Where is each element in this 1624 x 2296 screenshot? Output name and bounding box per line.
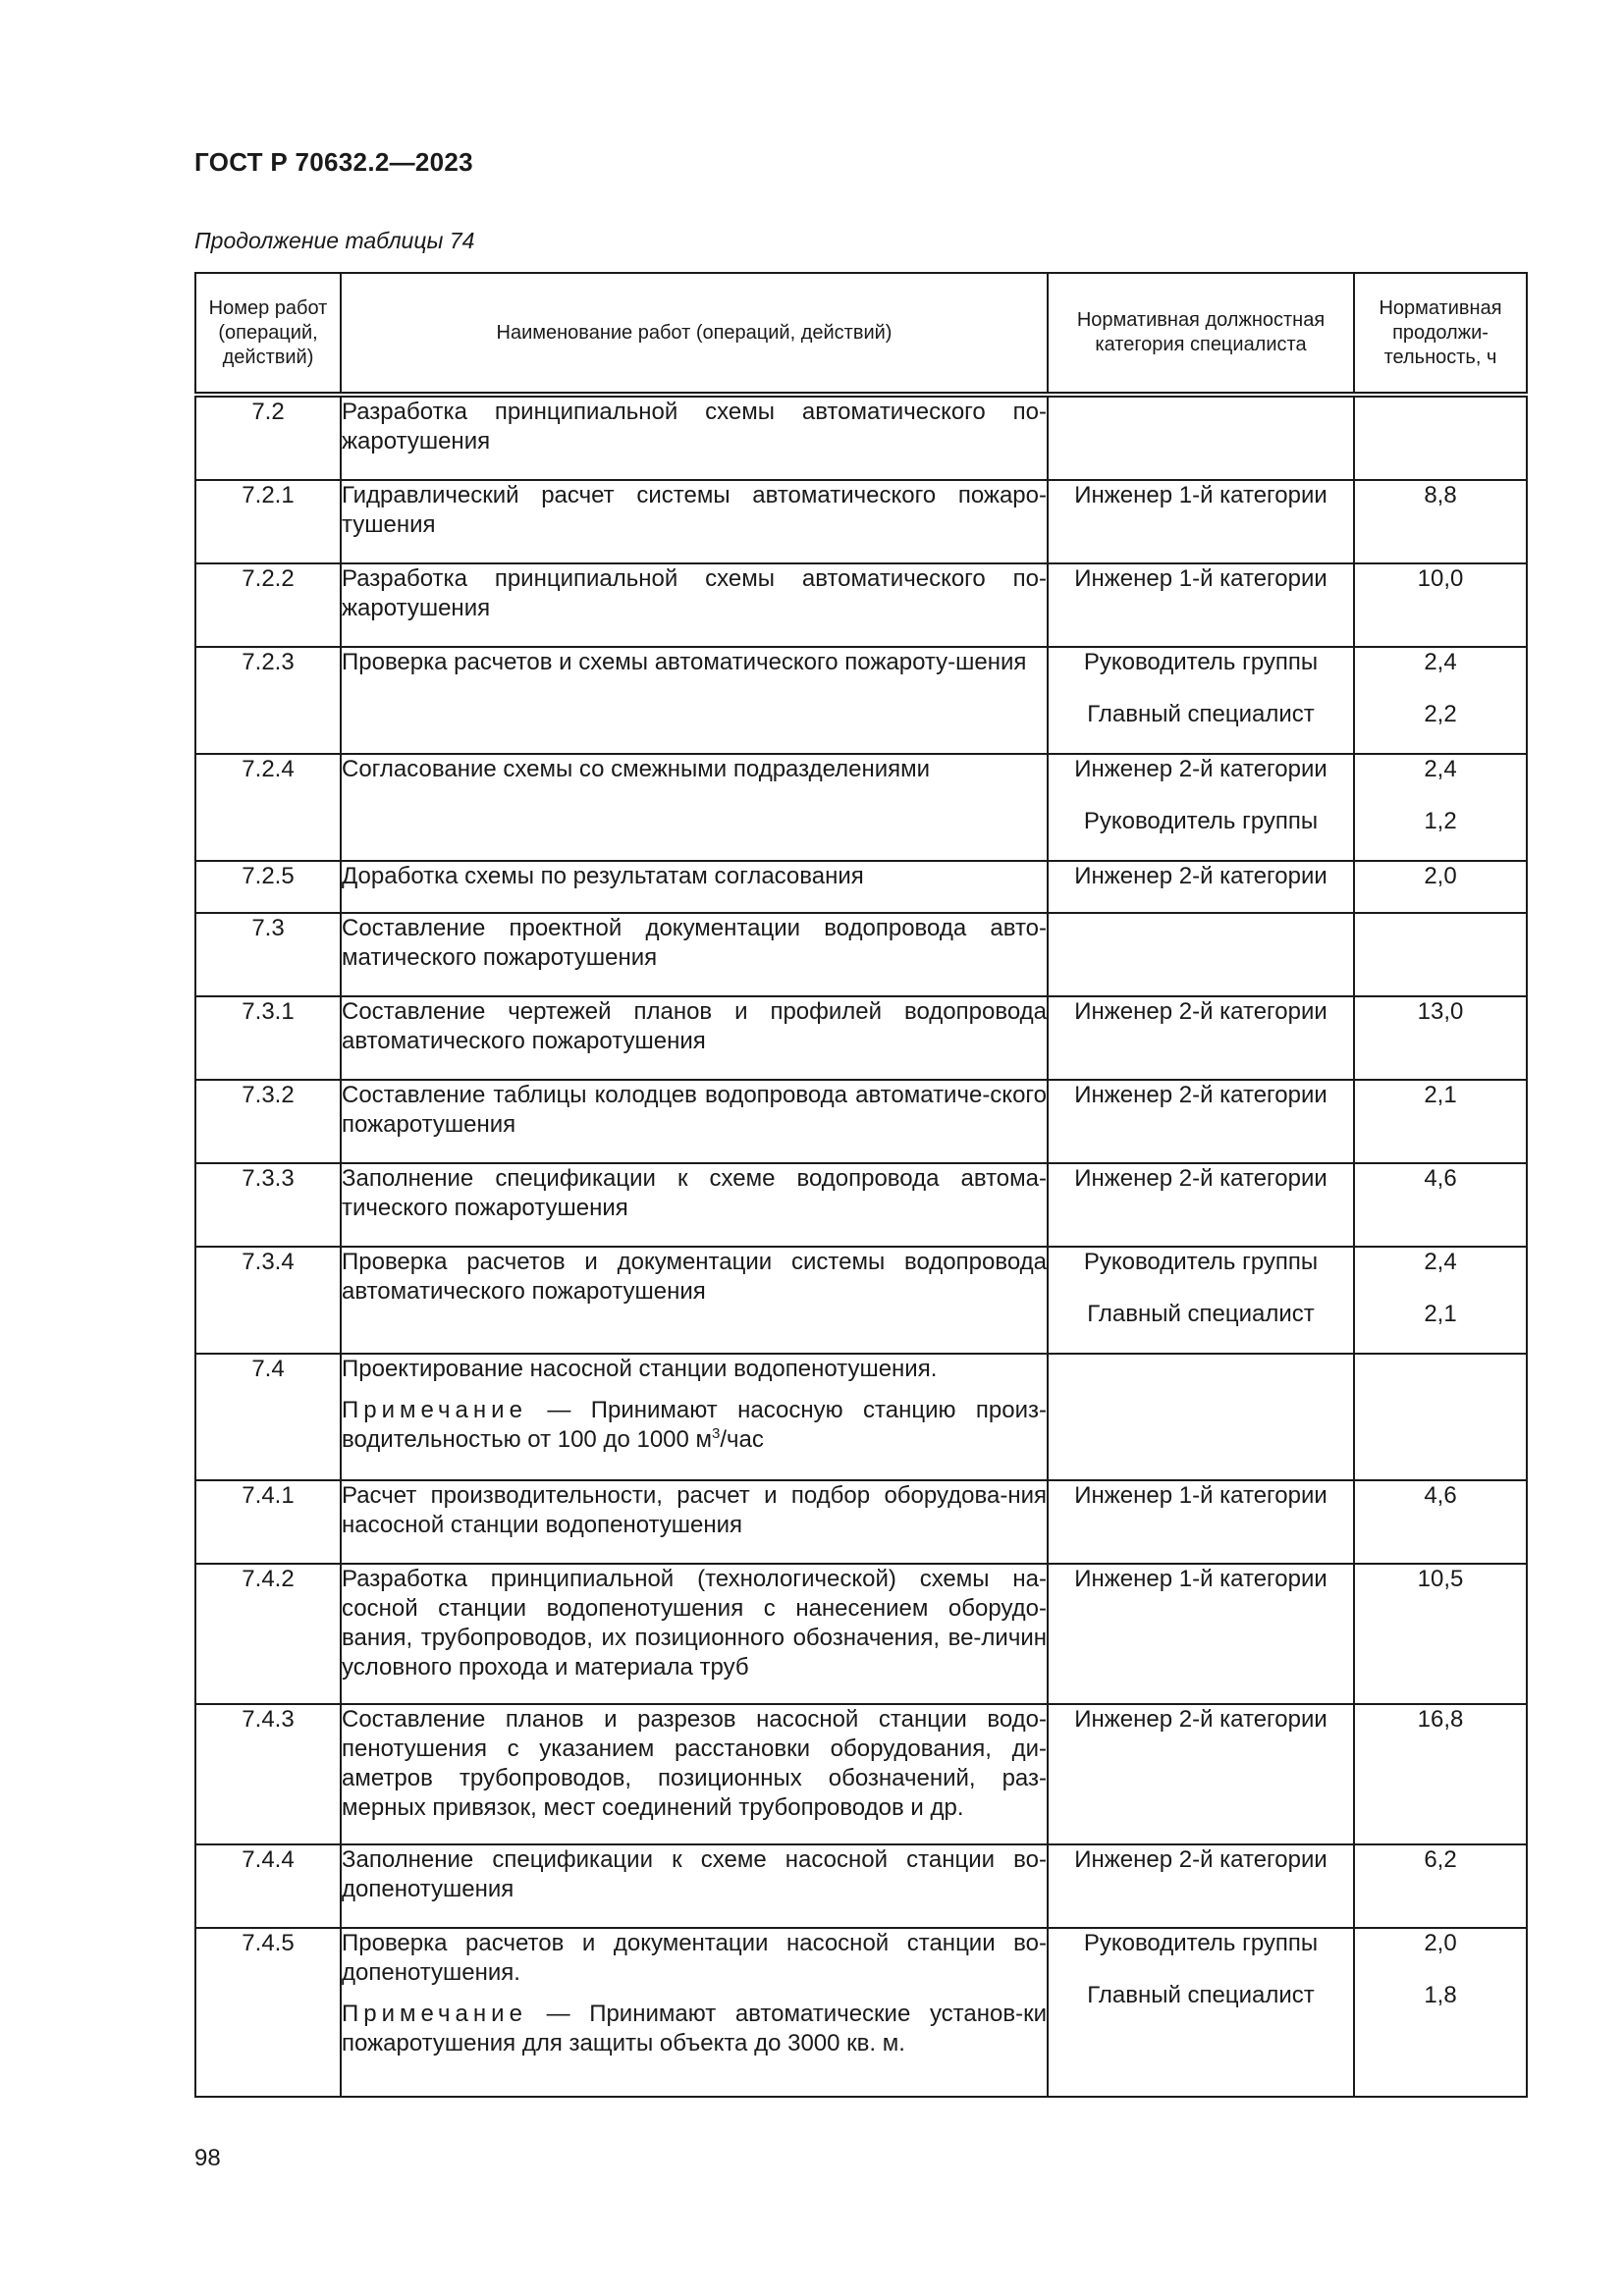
specialist-category [1048, 1704, 1354, 1844]
duration [1354, 913, 1527, 996]
specialist-category [1048, 647, 1354, 754]
duration-value: 2,4 [1424, 649, 1457, 675]
work-norms-table [194, 272, 1528, 2098]
work-number: 7.4.1 [195, 1480, 341, 1564]
work-name-text: Проектирование насосной станции водопенотушения. [342, 1356, 938, 1382]
category-value: Руководитель группы [1083, 808, 1319, 834]
table-header-row [195, 273, 1527, 395]
duration [1354, 1704, 1527, 1844]
work-number: 7.4.3 [195, 1704, 341, 1844]
table-continuation-caption: Продолжение таблицы 74 [194, 228, 475, 253]
work-number: 7.2.1 [195, 480, 341, 563]
category-value: Руководитель группы [1083, 1249, 1319, 1275]
category-value: Инженер 2-й категории [1074, 1706, 1327, 1733]
duration-value: 13,0 [1417, 998, 1464, 1025]
table-row [195, 1163, 1527, 1247]
duration-value: 1,2 [1424, 808, 1457, 834]
note-superscript: 3 [712, 1425, 721, 1442]
specialist-category [1048, 1928, 1354, 2097]
work-name: Заполнение спецификации к схеме насосной станции во-допенотушения [341, 1844, 1048, 1928]
category-value: Инженер 2-й категории [1074, 1165, 1327, 1192]
work-number: 7.2 [195, 395, 341, 480]
header-work-number: Номер работ (операций, действий) [195, 273, 341, 395]
work-name [341, 1928, 1048, 2097]
work-name: Проверка расчетов и схемы автоматического пожароту-шения [341, 647, 1048, 754]
work-number: 7.3.2 [195, 1080, 341, 1163]
work-name: Проверка расчетов и документации системы водопровода автоматического пожаротушения [341, 1247, 1048, 1354]
work-number: 7.4.2 [195, 1564, 341, 1704]
duration [1354, 647, 1527, 754]
table-row [195, 1564, 1527, 1704]
duration-value: 10,5 [1417, 1566, 1464, 1592]
work-number: 7.4.4 [195, 1844, 341, 1928]
work-name: Составление таблицы колодцев водопровода автоматиче-ского пожаротушения [341, 1080, 1048, 1163]
duration-value: 2,1 [1424, 1082, 1457, 1108]
table-row [195, 480, 1527, 563]
note-text: — Принимают насосную станцию произ-водительностью от 100 до 1000 м [342, 1397, 1047, 1453]
note-label: Примечание [342, 1397, 527, 1423]
duration-value: 2,4 [1424, 1249, 1457, 1275]
work-name: Разработка принципиальной (технологической) схемы на-сосной станции водопенотушения с нанесением оборудо-вания, трубопроводов, их позиционного обозначения, ве-личин условного прохода и материала труб [341, 1564, 1048, 1704]
duration-value: 2,0 [1424, 1930, 1457, 1956]
category-value: Инженер 2-й категории [1074, 998, 1327, 1025]
work-number: 7.3.4 [195, 1247, 341, 1354]
specialist-category [1048, 861, 1354, 913]
duration-value: 8,8 [1424, 482, 1457, 508]
duration [1354, 1564, 1527, 1704]
work-name: Разработка принципиальной схемы автоматического по-жаротушения [341, 395, 1048, 480]
category-value: Главный специалист [1087, 701, 1315, 727]
work-number: 7.4.5 [195, 1928, 341, 2097]
duration-value: 2,1 [1424, 1301, 1457, 1327]
table-row [195, 647, 1527, 754]
duration-value: 1,8 [1424, 1982, 1457, 2008]
note-tail: /час [720, 1426, 764, 1453]
duration [1354, 480, 1527, 563]
specialist-category [1048, 1844, 1354, 1928]
category-value: Инженер 1-й категории [1074, 1482, 1327, 1509]
table-row [195, 1480, 1527, 1564]
category-value: Инженер 2-й категории [1074, 1082, 1327, 1108]
duration [1354, 1163, 1527, 1247]
duration [1354, 861, 1527, 913]
note [342, 1396, 1047, 1455]
specialist-category [1048, 913, 1354, 996]
category-value: Главный специалист [1087, 1982, 1315, 2008]
work-name: Составление проектной документации водопровода авто-матического пожаротушения [341, 913, 1048, 996]
work-number: 7.3 [195, 913, 341, 996]
table-row [195, 1704, 1527, 1844]
specialist-category [1048, 480, 1354, 563]
duration [1354, 563, 1527, 647]
specialist-category [1048, 1080, 1354, 1163]
duration-value: 16,8 [1417, 1706, 1464, 1733]
work-name: Доработка схемы по результатам согласования [341, 861, 1048, 913]
work-number: 7.2.3 [195, 647, 341, 754]
table-row [195, 913, 1527, 996]
category-value: Инженер 1-й категории [1074, 565, 1327, 592]
table-row [195, 1354, 1527, 1480]
header-specialist-category: Нормативная должностная категория специалиста [1048, 273, 1354, 395]
table-row [195, 754, 1527, 861]
work-number: 7.2.5 [195, 861, 341, 913]
work-number: 7.2.4 [195, 754, 341, 861]
note-label: Примечание [342, 2001, 527, 2027]
duration [1354, 1480, 1527, 1564]
duration [1354, 1080, 1527, 1163]
category-value: Инженер 2-й категории [1074, 1846, 1327, 1873]
duration [1354, 1928, 1527, 2097]
specialist-category [1048, 1163, 1354, 1247]
specialist-category [1048, 1247, 1354, 1354]
duration [1354, 1354, 1527, 1480]
work-number: 7.4 [195, 1354, 341, 1480]
table-row [195, 1928, 1527, 2097]
note [342, 2000, 1047, 2058]
document-code: ГОСТ Р 70632.2—2023 [194, 147, 473, 177]
header-duration: Нормативная продолжи-тельность, ч [1354, 273, 1527, 395]
duration [1354, 395, 1527, 480]
specialist-category [1048, 1480, 1354, 1564]
category-value: Инженер 2-й категории [1074, 756, 1327, 782]
work-name [341, 1354, 1048, 1480]
duration-value: 2,2 [1424, 701, 1457, 727]
table-row [195, 395, 1527, 480]
duration-value: 4,6 [1424, 1482, 1457, 1509]
work-name: Гидравлический расчет системы автоматического пожаро-тушения [341, 480, 1048, 563]
work-number: 7.3.1 [195, 996, 341, 1080]
work-number: 7.3.3 [195, 1163, 341, 1247]
duration [1354, 996, 1527, 1080]
work-number: 7.2.2 [195, 563, 341, 647]
specialist-category [1048, 395, 1354, 480]
table-row [195, 563, 1527, 647]
duration [1354, 1844, 1527, 1928]
category-value: Инженер 2-й категории [1074, 863, 1327, 889]
category-value: Инженер 1-й категории [1074, 482, 1327, 508]
work-name: Согласование схемы со смежными подразделениями [341, 754, 1048, 861]
duration-value: 2,4 [1424, 756, 1457, 782]
work-name-text: Проверка расчетов и документации насосной станции во-допенотушения. [342, 1930, 1047, 1986]
table-row [195, 996, 1527, 1080]
duration-value: 2,0 [1424, 863, 1457, 889]
work-name: Составление планов и разрезов насосной станции водо-пенотушения с указанием расстановки оборудования, ди-аметров трубопроводов, позиционных обозначений, раз-мерных привязок, мест соединений трубопроводов и др. [341, 1704, 1048, 1844]
work-name: Составление чертежей планов и профилей водопровода автоматического пожаротушения [341, 996, 1048, 1080]
duration-value: 4,6 [1424, 1165, 1457, 1192]
work-name: Расчет производительности, расчет и подбор оборудова-ния насосной станции водопенотушения [341, 1480, 1048, 1564]
category-value: Руководитель группы [1083, 649, 1319, 675]
specialist-category [1048, 563, 1354, 647]
table-row [195, 1247, 1527, 1354]
duration [1354, 754, 1527, 861]
note-text: — Принимают автоматические установ-ки пожаротушения для защиты объекта до 3000 кв. м. [342, 2001, 1047, 2056]
duration-value: 6,2 [1424, 1846, 1457, 1873]
specialist-category [1048, 1354, 1354, 1480]
category-value: Главный специалист [1087, 1301, 1315, 1327]
duration-value: 10,0 [1417, 565, 1464, 592]
specialist-category [1048, 754, 1354, 861]
header-work-name: Наименование работ (операций, действий) [341, 273, 1048, 395]
category-value: Инженер 1-й категории [1074, 1566, 1327, 1592]
work-name: Разработка принципиальной схемы автоматического по-жаротушения [341, 563, 1048, 647]
work-name: Заполнение спецификации к схеме водопровода автома-тического пожаротушения [341, 1163, 1048, 1247]
category-value: Руководитель группы [1083, 1930, 1319, 1956]
table-row [195, 1080, 1527, 1163]
specialist-category [1048, 996, 1354, 1080]
table-row [195, 861, 1527, 913]
page-number: 98 [194, 2145, 221, 2171]
table-row [195, 1844, 1527, 1928]
duration [1354, 1247, 1527, 1354]
specialist-category [1048, 1564, 1354, 1704]
